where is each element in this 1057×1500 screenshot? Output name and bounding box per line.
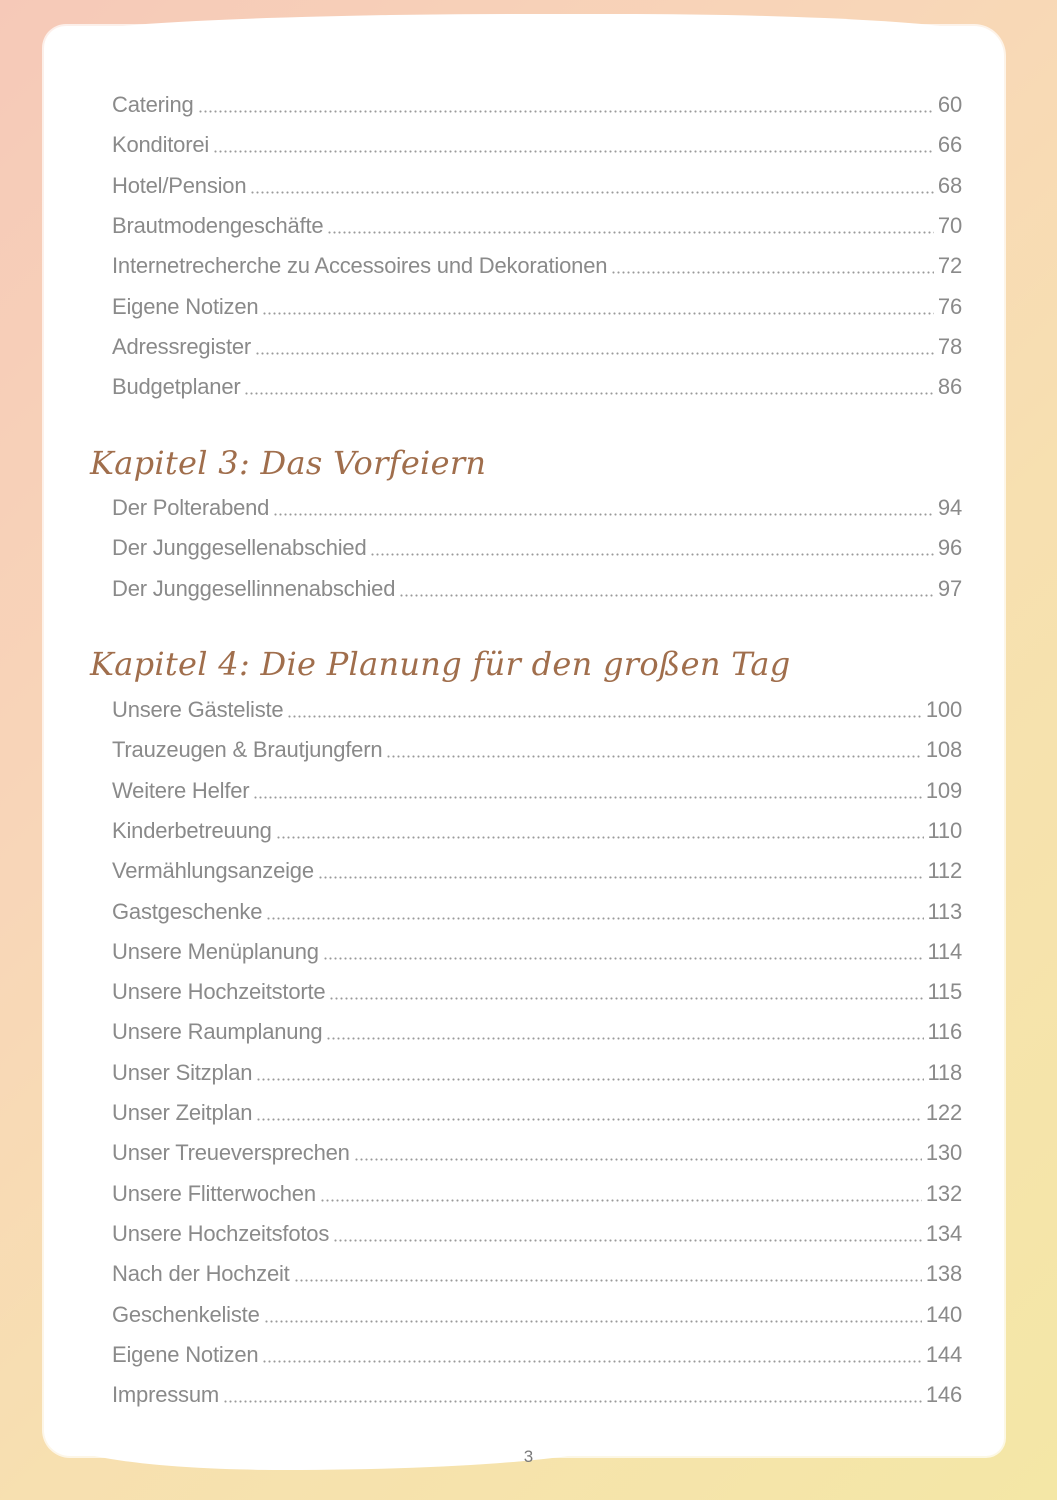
toc-entry-page: 132 <box>925 1180 962 1206</box>
toc-entry-page: 66 <box>937 132 962 158</box>
dot-leader <box>326 1017 923 1041</box>
toc-entry-page: 118 <box>927 1059 962 1085</box>
toc-entry[interactable] <box>112 209 962 239</box>
dot-leader <box>370 533 933 557</box>
toc-entry-label: Adressregister <box>112 333 252 359</box>
dot-leader <box>256 1058 923 1082</box>
dot-leader <box>318 856 924 880</box>
toc-entry-page: 115 <box>927 979 962 1005</box>
dot-leader <box>198 90 934 114</box>
toc-entry[interactable] <box>112 249 962 279</box>
dot-leader <box>223 1380 922 1404</box>
dot-leader <box>262 292 934 316</box>
dot-leader <box>256 1098 922 1122</box>
toc-entry[interactable] <box>112 774 962 804</box>
dot-leader <box>294 1259 922 1283</box>
toc-entry[interactable] <box>112 1136 962 1166</box>
toc-entry-label: Unser Zeitplan <box>112 1100 253 1125</box>
toc-entry[interactable] <box>112 370 962 400</box>
toc-entry-page: 108 <box>925 737 962 763</box>
toc-entry[interactable] <box>112 491 962 521</box>
dot-leader <box>262 1340 921 1364</box>
toc-entry-page: 78 <box>937 333 962 359</box>
dot-leader <box>266 897 923 921</box>
dot-leader <box>264 1300 922 1324</box>
toc-entry-label: Weitere Helfer <box>112 777 250 803</box>
toc-entry-page: 70 <box>937 212 962 238</box>
toc-entry-label: Unser Sitzplan <box>112 1059 253 1085</box>
toc-entry-page: 134 <box>925 1220 962 1246</box>
dot-leader <box>320 1179 922 1203</box>
dot-leader <box>354 1138 922 1162</box>
toc-entry-page: 100 <box>925 697 962 722</box>
dot-leader <box>327 211 933 235</box>
toc-entry-page: 122 <box>925 1100 962 1125</box>
toc-entry-page: 140 <box>925 1301 962 1327</box>
toc-entry-label: Kinderbetreuung <box>112 817 272 843</box>
toc-entry[interactable] <box>112 935 962 965</box>
toc-entry-page: 146 <box>925 1382 962 1408</box>
page-number: 3 <box>523 1447 534 1466</box>
toc-entry-page: 110 <box>927 817 962 843</box>
dot-leader <box>213 130 934 154</box>
toc-entry[interactable] <box>112 814 962 844</box>
toc-entry-page: 72 <box>937 253 962 279</box>
toc-entry-label: Trauzeugen & Brautjungfern <box>112 737 383 763</box>
toc-entry-page: 97 <box>937 575 962 601</box>
toc-entry-label: Budgetplaner <box>112 374 241 400</box>
toc-entry[interactable] <box>112 1177 962 1207</box>
toc-entry-page: 114 <box>927 938 962 964</box>
toc-entry[interactable] <box>112 693 962 723</box>
toc-entry-page: 113 <box>927 898 962 924</box>
toc-entry-page: 116 <box>927 1019 962 1045</box>
toc-entry-page: 60 <box>937 92 962 117</box>
toc-entry-label: Brautmodengeschäfte <box>112 212 324 238</box>
chapter-heading: Kapitel 4: Die Planung für den großen Tag <box>90 645 791 683</box>
dot-leader <box>287 695 921 719</box>
toc-entry-page: 76 <box>937 293 962 319</box>
toc-entry-label: Catering <box>112 92 194 117</box>
toc-entry-label: Unsere Hochzeitstorte <box>112 979 326 1005</box>
toc-entry[interactable] <box>112 854 962 884</box>
toc-entry[interactable] <box>112 88 962 118</box>
paper-edge-top <box>60 14 990 38</box>
toc-entry-page: 144 <box>925 1341 962 1367</box>
toc-entry-label: Der Junggesellinnenabschied <box>112 575 396 601</box>
toc-entry-page: 138 <box>925 1261 962 1287</box>
toc-entry-page: 130 <box>925 1140 962 1166</box>
toc-entry[interactable] <box>112 1217 962 1247</box>
toc-entry[interactable] <box>112 1056 962 1086</box>
toc-entry-label: Internetrecherche zu Accessoires und Dekorationen <box>112 253 608 279</box>
toc-entry[interactable] <box>112 1338 962 1368</box>
toc-entry-page: 96 <box>937 535 962 561</box>
toc-entry[interactable] <box>112 895 962 925</box>
toc-entry-page: 112 <box>927 858 962 884</box>
toc-entry-label: Unsere Raumplanung <box>112 1019 323 1045</box>
dot-leader <box>255 332 934 356</box>
dot-leader <box>253 776 921 800</box>
toc-entry[interactable] <box>112 572 962 602</box>
dot-leader <box>273 493 934 517</box>
toc-entry-label: Unsere Menüplanung <box>112 938 319 964</box>
toc-entry[interactable] <box>112 1096 962 1126</box>
toc-entry-label: Gastgeschenke <box>112 898 263 924</box>
toc-entry-label: Nach der Hochzeit <box>112 1261 290 1287</box>
dot-leader <box>323 937 924 961</box>
toc-entry[interactable] <box>112 128 962 158</box>
toc-entry-page: 68 <box>937 172 962 198</box>
toc-entry[interactable] <box>112 975 962 1005</box>
toc-entry-label: Eigene Notizen <box>112 293 259 319</box>
dot-leader <box>250 171 934 195</box>
toc-entry-label: Geschenkeliste <box>112 1301 260 1327</box>
dot-leader <box>276 816 924 840</box>
toc-entry-label: Unser Treueversprechen <box>112 1140 350 1166</box>
toc-entry[interactable] <box>112 330 962 360</box>
toc-entry-label: Vermählungsanzeige <box>112 858 314 884</box>
dot-leader <box>329 977 923 1001</box>
toc-entry-label: Der Junggesellenabschied <box>112 535 367 561</box>
toc-entry[interactable] <box>112 169 962 199</box>
dot-leader <box>399 574 934 598</box>
toc-entry-label: Hotel/Pension <box>112 172 247 198</box>
toc-entry[interactable] <box>112 1015 962 1045</box>
toc-entry[interactable] <box>112 1378 962 1408</box>
dot-leader <box>244 372 933 396</box>
toc-entry-label: Der Polterabend <box>112 495 270 520</box>
chapter-heading: Kapitel 3: Das Vorfeiern <box>90 444 487 482</box>
toc-entry-label: Impressum <box>112 1382 219 1408</box>
dot-leader <box>333 1219 922 1243</box>
toc-entry-label: Konditorei <box>112 132 210 158</box>
toc-entry[interactable] <box>112 1298 962 1328</box>
toc-entry-label: Unsere Hochzeitsfotos <box>112 1220 330 1246</box>
toc-entry-page: 94 <box>937 495 962 520</box>
toc-entry[interactable] <box>112 1257 962 1287</box>
toc-entry-label: Unsere Gästeliste <box>112 697 284 722</box>
toc-entry-label: Unsere Flitterwochen <box>112 1180 316 1206</box>
toc-entry-page: 109 <box>925 777 962 803</box>
dot-leader <box>611 251 934 275</box>
toc-entry[interactable] <box>112 290 962 320</box>
toc-entry-page: 86 <box>937 374 962 400</box>
toc-entry[interactable] <box>112 733 962 763</box>
dot-leader <box>386 735 922 759</box>
toc-entry-label: Eigene Notizen <box>112 1341 259 1367</box>
toc-entry[interactable] <box>112 531 962 561</box>
